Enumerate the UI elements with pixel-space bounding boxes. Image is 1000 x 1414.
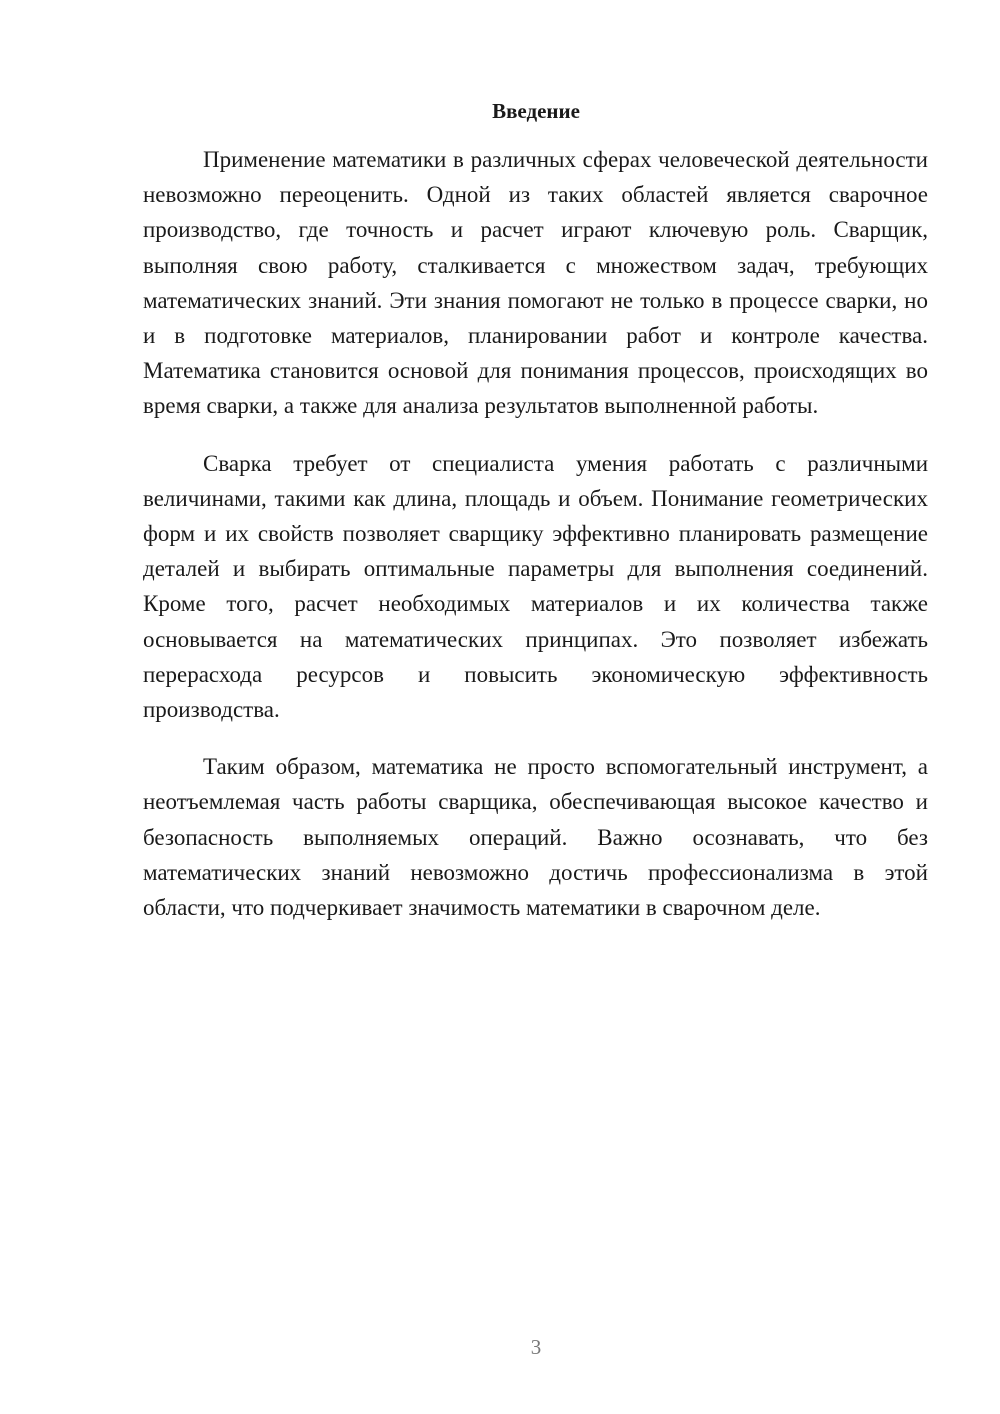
page-title: Введение xyxy=(492,99,580,123)
body-text xyxy=(143,142,928,947)
page-number: 3 xyxy=(530,1335,542,1359)
paragraph-3: Таким образом, математика не просто вспомогательный инструмент, а неотъемлемая часть работы сварщика, обеспечивающая высокое качество и безопасность выполняемых операций. Важно осознавать, что без математических знаний невозможно достичь профессионализма в этой области, что подчеркивает значимость математики в сварочном деле. xyxy=(143,754,928,921)
paragraph-1: Применение математики в различных сферах человеческой деятельности невозможно переоценить. Одной из таких областей является сварочное производство, где точность и расчет играют ключевую роль. Сварщик, выполняя свою работу, сталкивается с множеством задач, требующих математических знаний. Эти знания помогают не только в процессе сварки, но и в подготовке материалов, планировании работ и контроле качества. Математика становится основой для понимания процессов, происходящих во время сварки, а также для анализа результатов выполненной работы. xyxy=(143,147,928,419)
paragraph-2: Сварка требует от специалиста умения работать с различными величинами, такими как длина, площадь и объем. Понимание геометрических форм и их свойств позволяет сварщику эффективно планировать размещение деталей и выбирать оптимальные параметры для выполнения соединений. Кроме того, расчет необходимых материалов и их количества также основывается на математических принципах. Это позволяет избежать перерасхода ресурсов и повысить экономическую эффективность производства. xyxy=(143,450,928,723)
